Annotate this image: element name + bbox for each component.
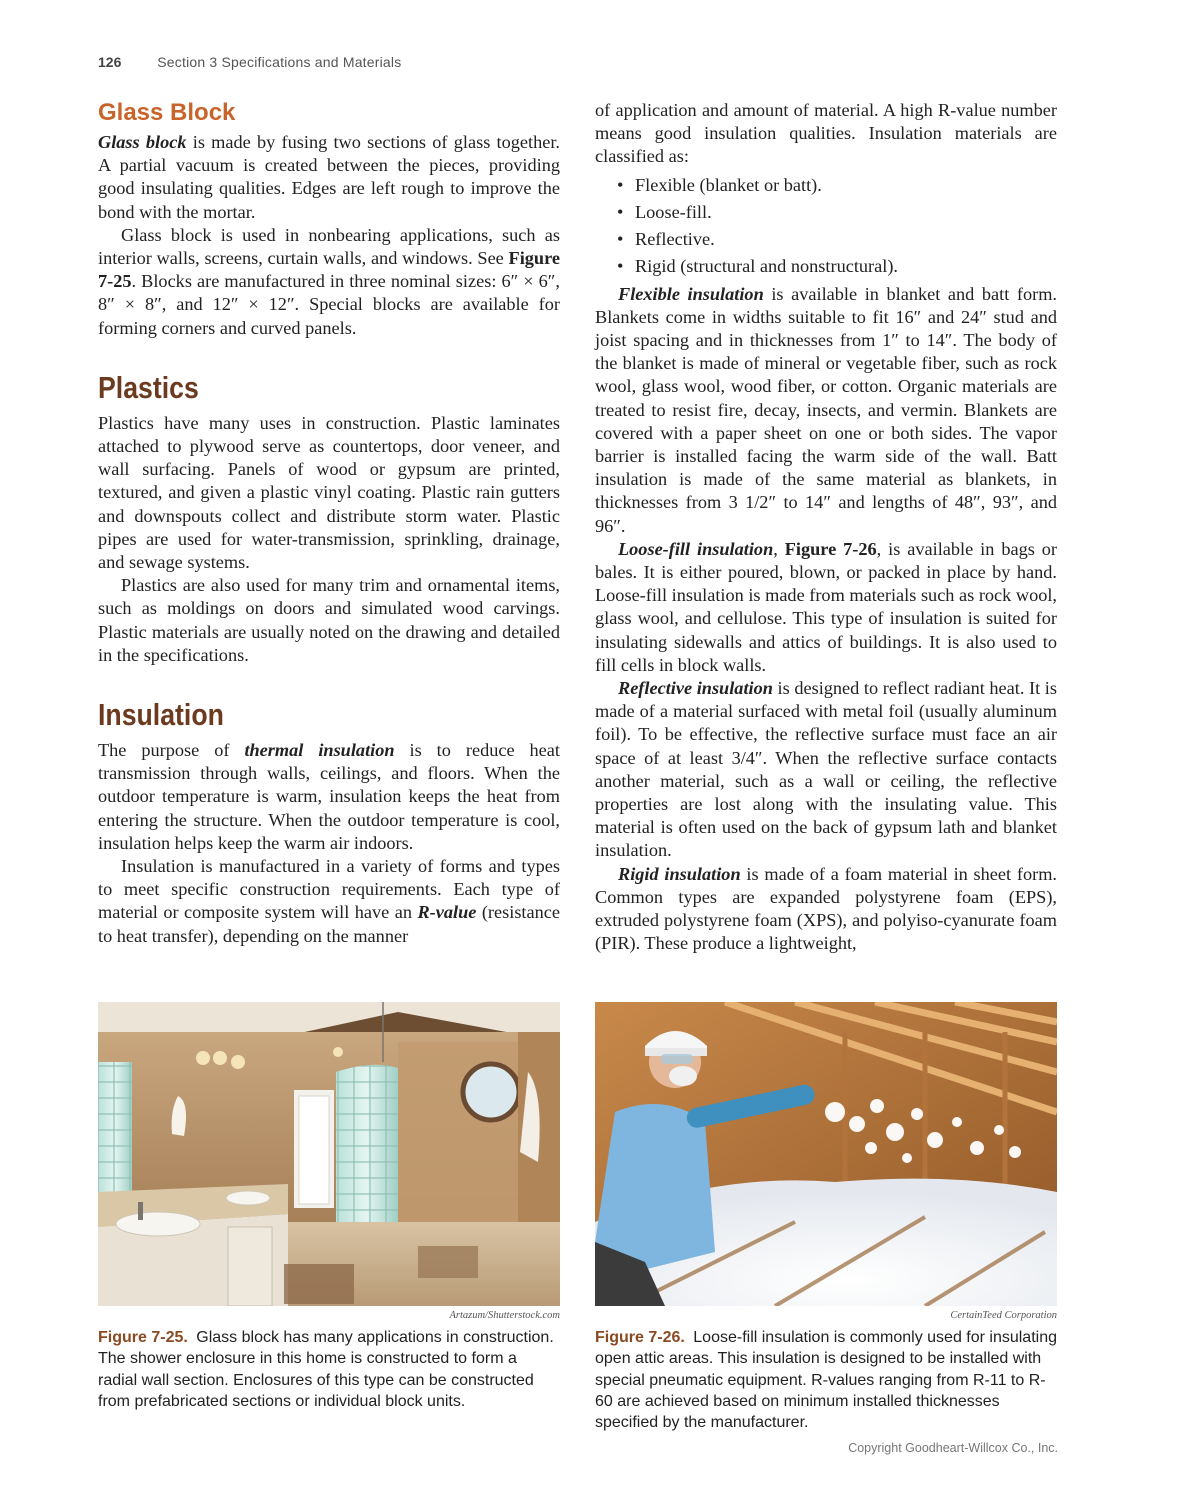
copyright-notice: Copyright Goodheart-Willcox Co., Inc. <box>848 1441 1058 1455</box>
insulation-paragraph-2-continued: of application and amount of material. A high R-value number means good insulation qualities. Insulation materials are classified as: <box>595 100 1057 167</box>
glass-block-p2-text-a: Glass block is used in nonbearing applications, such as interior walls, screens, curtain walls, and windows. See <box>98 224 560 269</box>
thermal-insulation-term: thermal insulation <box>244 740 395 761</box>
glass-block-paragraph-2 <box>98 224 560 340</box>
insulation-types-list <box>595 172 1057 280</box>
page-number: 126 <box>98 54 122 70</box>
flexible-insulation-paragraph <box>595 283 1057 538</box>
insulation-p1-text-b: is to reduce heat transmission through walls, ceilings, and floors. When the outdoor temperature is warm, insulation keeps the heat from entering the structure. When the outdoor temperature is cool, insulation helps keep the warm air indoors. <box>98 740 560 853</box>
figure-7-26 <box>595 1002 1057 1433</box>
loose-fill-paragraph <box>595 538 1057 677</box>
figure-caption <box>595 1327 1057 1433</box>
loose-fill-text: , is available in bags or bales. It is either poured, blown, or packed in place by hand. Loose-fill insulation is made from materials such as rock wool, glass wool, and cellulose. This type of insulation is suited for insulating sidewalls and attics of buildings. It is also used to fill cells in block walls. <box>595 538 1058 675</box>
insulation-paragraph-2 <box>98 855 560 948</box>
figure-7-25 <box>98 1002 560 1412</box>
glass-block-p1-text: is made by fusing two sections of glass together. A partial vacuum is created between the pieces, providing good insulating qualities. Edges are left rough to improve the bond with the mortar. <box>98 132 560 222</box>
right-column <box>595 99 1057 956</box>
figure-label: Figure 7-26. <box>595 1329 685 1346</box>
plastics-paragraph-1: Plastics have many uses in construction. Plastic laminates attached to plywood serve as countertops, door veneer, and wall surfacing. Panels of wood or gypsum are printed, textured, and given a plastic vinyl coating. Plastic rain gutters and downspouts collect and distribute storm water. Plastic pipes are used for water-transmission, sprinkling, drainage, and sewage systems. <box>98 412 560 573</box>
list-item: • Reflective. <box>617 226 1057 253</box>
figure-7-25-reference: Figure 7-25 <box>98 248 560 292</box>
figure-caption <box>98 1327 560 1412</box>
list-item: • Rigid (structural and nonstructural). <box>617 253 1057 280</box>
reflective-insulation-text: is designed to reflect radiant heat. It is made of a material surfaced with metal foil (usually aluminum foil). To be effective, the reflective surface must face an air space of at least 3/4″. When the reflective surface contacts another material, such as a wall or ceiling, the reflective properties are lost along with the insulating value. This material is often used on the back of gypsum lath and blanket insulation. <box>595 678 1057 861</box>
attic-loose-fill-photo <box>595 1002 1057 1306</box>
glass-block-paragraph-1 <box>98 131 560 224</box>
rigid-insulation-text: is made of a foam material in sheet form. Common types are expanded polystyrene foam (EPS), extruded polystyrene foam (XPS), and polyiso-cyanurate foam (PIR). These produce a lightweight, <box>595 863 1057 954</box>
list-item: • Flexible (blanket or batt). <box>617 172 1057 199</box>
rigid-insulation-term: Rigid insulation <box>618 863 741 884</box>
glass-block-term: Glass block <box>98 132 187 152</box>
plastics-paragraph-2: Plastics are also used for many trim and ornamental items, such as moldings on doors and simulated wood carvings. Plastic materials are usually noted on the drawing and detailed in the specifications. <box>98 575 560 665</box>
insulation-heading: Insulation <box>98 697 224 733</box>
figure-caption-text: Loose-fill insulation is commonly used for insulating open attic areas. This insulation is designed to be installed with special pneumatic equipment. R-values ranging from R-11 to R-60 are achieved based on minimum installed thicknesses specified by the manufacturer. <box>595 1329 1057 1432</box>
glass-block-p2-text-b: . Blocks are manufactured in three nominal sizes: 6″ × 6″, 8″ × 8″, and 12″ × 12″. Special blocks are available for forming corners and curved panels. <box>98 271 560 338</box>
glass-block-heading: Glass Block <box>98 99 236 126</box>
list-item: • Loose-fill. <box>617 199 1057 226</box>
insulation-p2-text-a: Insulation is manufactured in a variety of forms and types to meet specific construction requirements. Each type of material or composite system will have an <box>98 856 560 923</box>
insulation-p1-text-a: The purpose of <box>98 740 245 761</box>
running-header <box>98 54 401 70</box>
reflective-insulation-term: Reflective insulation <box>618 678 773 699</box>
insulation-p2-text-b: (resistance to heat transfer), depending on the manner <box>98 902 560 946</box>
flexible-insulation-text: is available in blanket and batt form. Blankets come in widths suitable to fit 16″ and 24″ stud and joist spacing and in thicknesses from 1″ to 14″. The body of the blanket is made of mineral or vegetable fiber, such as rock wool, glass wool, wood fiber, or cotton. Organic materials are treated to resist fire, decay, insects, and vermin. Blankets are covered with a paper sheet on one or both sides. The vapor barrier is installed facing the warm side of the wall. Batt insulation is made of the same material as blankets, in thicknesses from 3 1/2″ to 14″ and lengths of 48″, 93″, and 96″. <box>595 283 1057 536</box>
reflective-insulation-paragraph <box>595 677 1057 863</box>
loose-fill-separator: , <box>773 538 785 559</box>
figure-label: Figure 7-25. <box>98 1329 188 1346</box>
insulation-paragraph-1 <box>98 739 560 855</box>
plastics-heading: Plastics <box>98 369 199 405</box>
rigid-insulation-paragraph <box>595 863 1057 956</box>
left-column <box>98 96 560 948</box>
section-title: Section 3 Specifications and Materials <box>157 54 402 70</box>
flexible-insulation-term: Flexible insulation <box>618 283 764 304</box>
bathroom-glass-block-photo <box>98 1002 560 1306</box>
loose-fill-term: Loose-fill insulation <box>618 538 774 559</box>
r-value-term: R-value <box>417 902 477 923</box>
photo-credit: Artazum/Shutterstock.com <box>449 1310 560 1321</box>
figure-caption-text: Glass block has many applications in construction. The shower enclosure in this home is constructed to form a radial wall section. Enclosures of this type can be constructed from prefabricated sections or individual block units. <box>98 1329 554 1410</box>
photo-credit: CertainTeed Corporation <box>950 1310 1057 1321</box>
figure-7-26-reference: Figure 7-26 <box>784 538 877 559</box>
